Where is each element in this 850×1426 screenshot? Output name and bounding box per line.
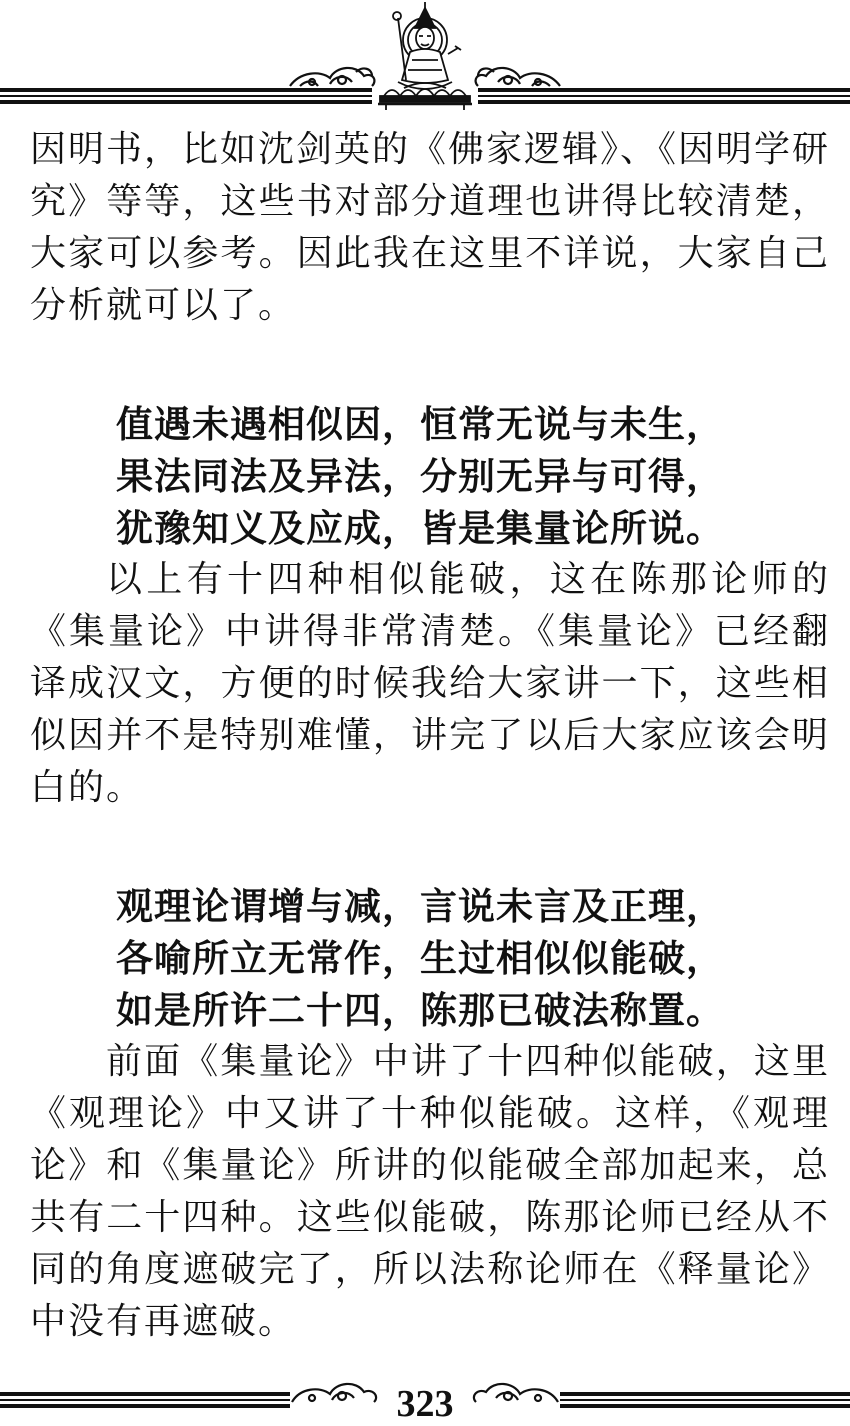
footer-ornament: [0, 1370, 850, 1426]
verse-block-1: [30, 398, 830, 554]
paragraph-3: 前面《集量论》中讲了十四种似能破，这里《观理论》中又讲了十种似能破。这样，《观理论》和《集量论》所讲的似能破全部加起来，总共有二十四种。这些似能破，陈那论师已经从不同的角度遮破完了，所以法称论师在《释量论》中没有再遮破。: [30, 1041, 830, 1342]
verse-line: 果法同法及异法，分别无异与可得，: [116, 454, 724, 498]
page-content: [30, 124, 830, 1348]
page-number: 323: [396, 1383, 454, 1425]
verse-line: 如是所许二十四，陈那已破法称置。: [116, 988, 724, 1032]
header-rule-left: [0, 88, 372, 104]
paragraph-1: 因明书，比如沈剑英的《佛家逻辑》、《因明学研究》等等，这些书对部分道理也讲得比较清楚，大家可以参考。因此我在这里不详说，大家自己分析就可以了。: [30, 129, 831, 326]
deity-figure-icon: [378, 2, 472, 110]
paragraph-2: 以上有十四种相似能破，这在陈那论师的《集量论》中讲得非常清楚。《集量论》已经翻译成汉文，方便的时候我给大家讲一下，这些相似因并不是特别难懂，讲完了以后大家应该会明白的。: [30, 559, 830, 808]
spacer: [30, 814, 830, 880]
verse-line: 犹豫知义及应成，皆是集量论所说。: [116, 506, 724, 550]
verse-line: 值遇未遇相似因，恒常无说与未生，: [116, 402, 724, 446]
header-ornament: [0, 0, 850, 115]
verse-block-2: [30, 880, 830, 1036]
verse-line: 观理论谓增与减，言说未言及正理，: [116, 884, 724, 928]
spacer: [30, 332, 830, 398]
header-rule-right: [478, 88, 850, 104]
cloud-ornament-right-icon: [476, 68, 560, 86]
verse-line: 各喻所立无常作，生过相似似能破，: [116, 936, 724, 980]
cloud-ornament-left-icon: [290, 68, 374, 86]
